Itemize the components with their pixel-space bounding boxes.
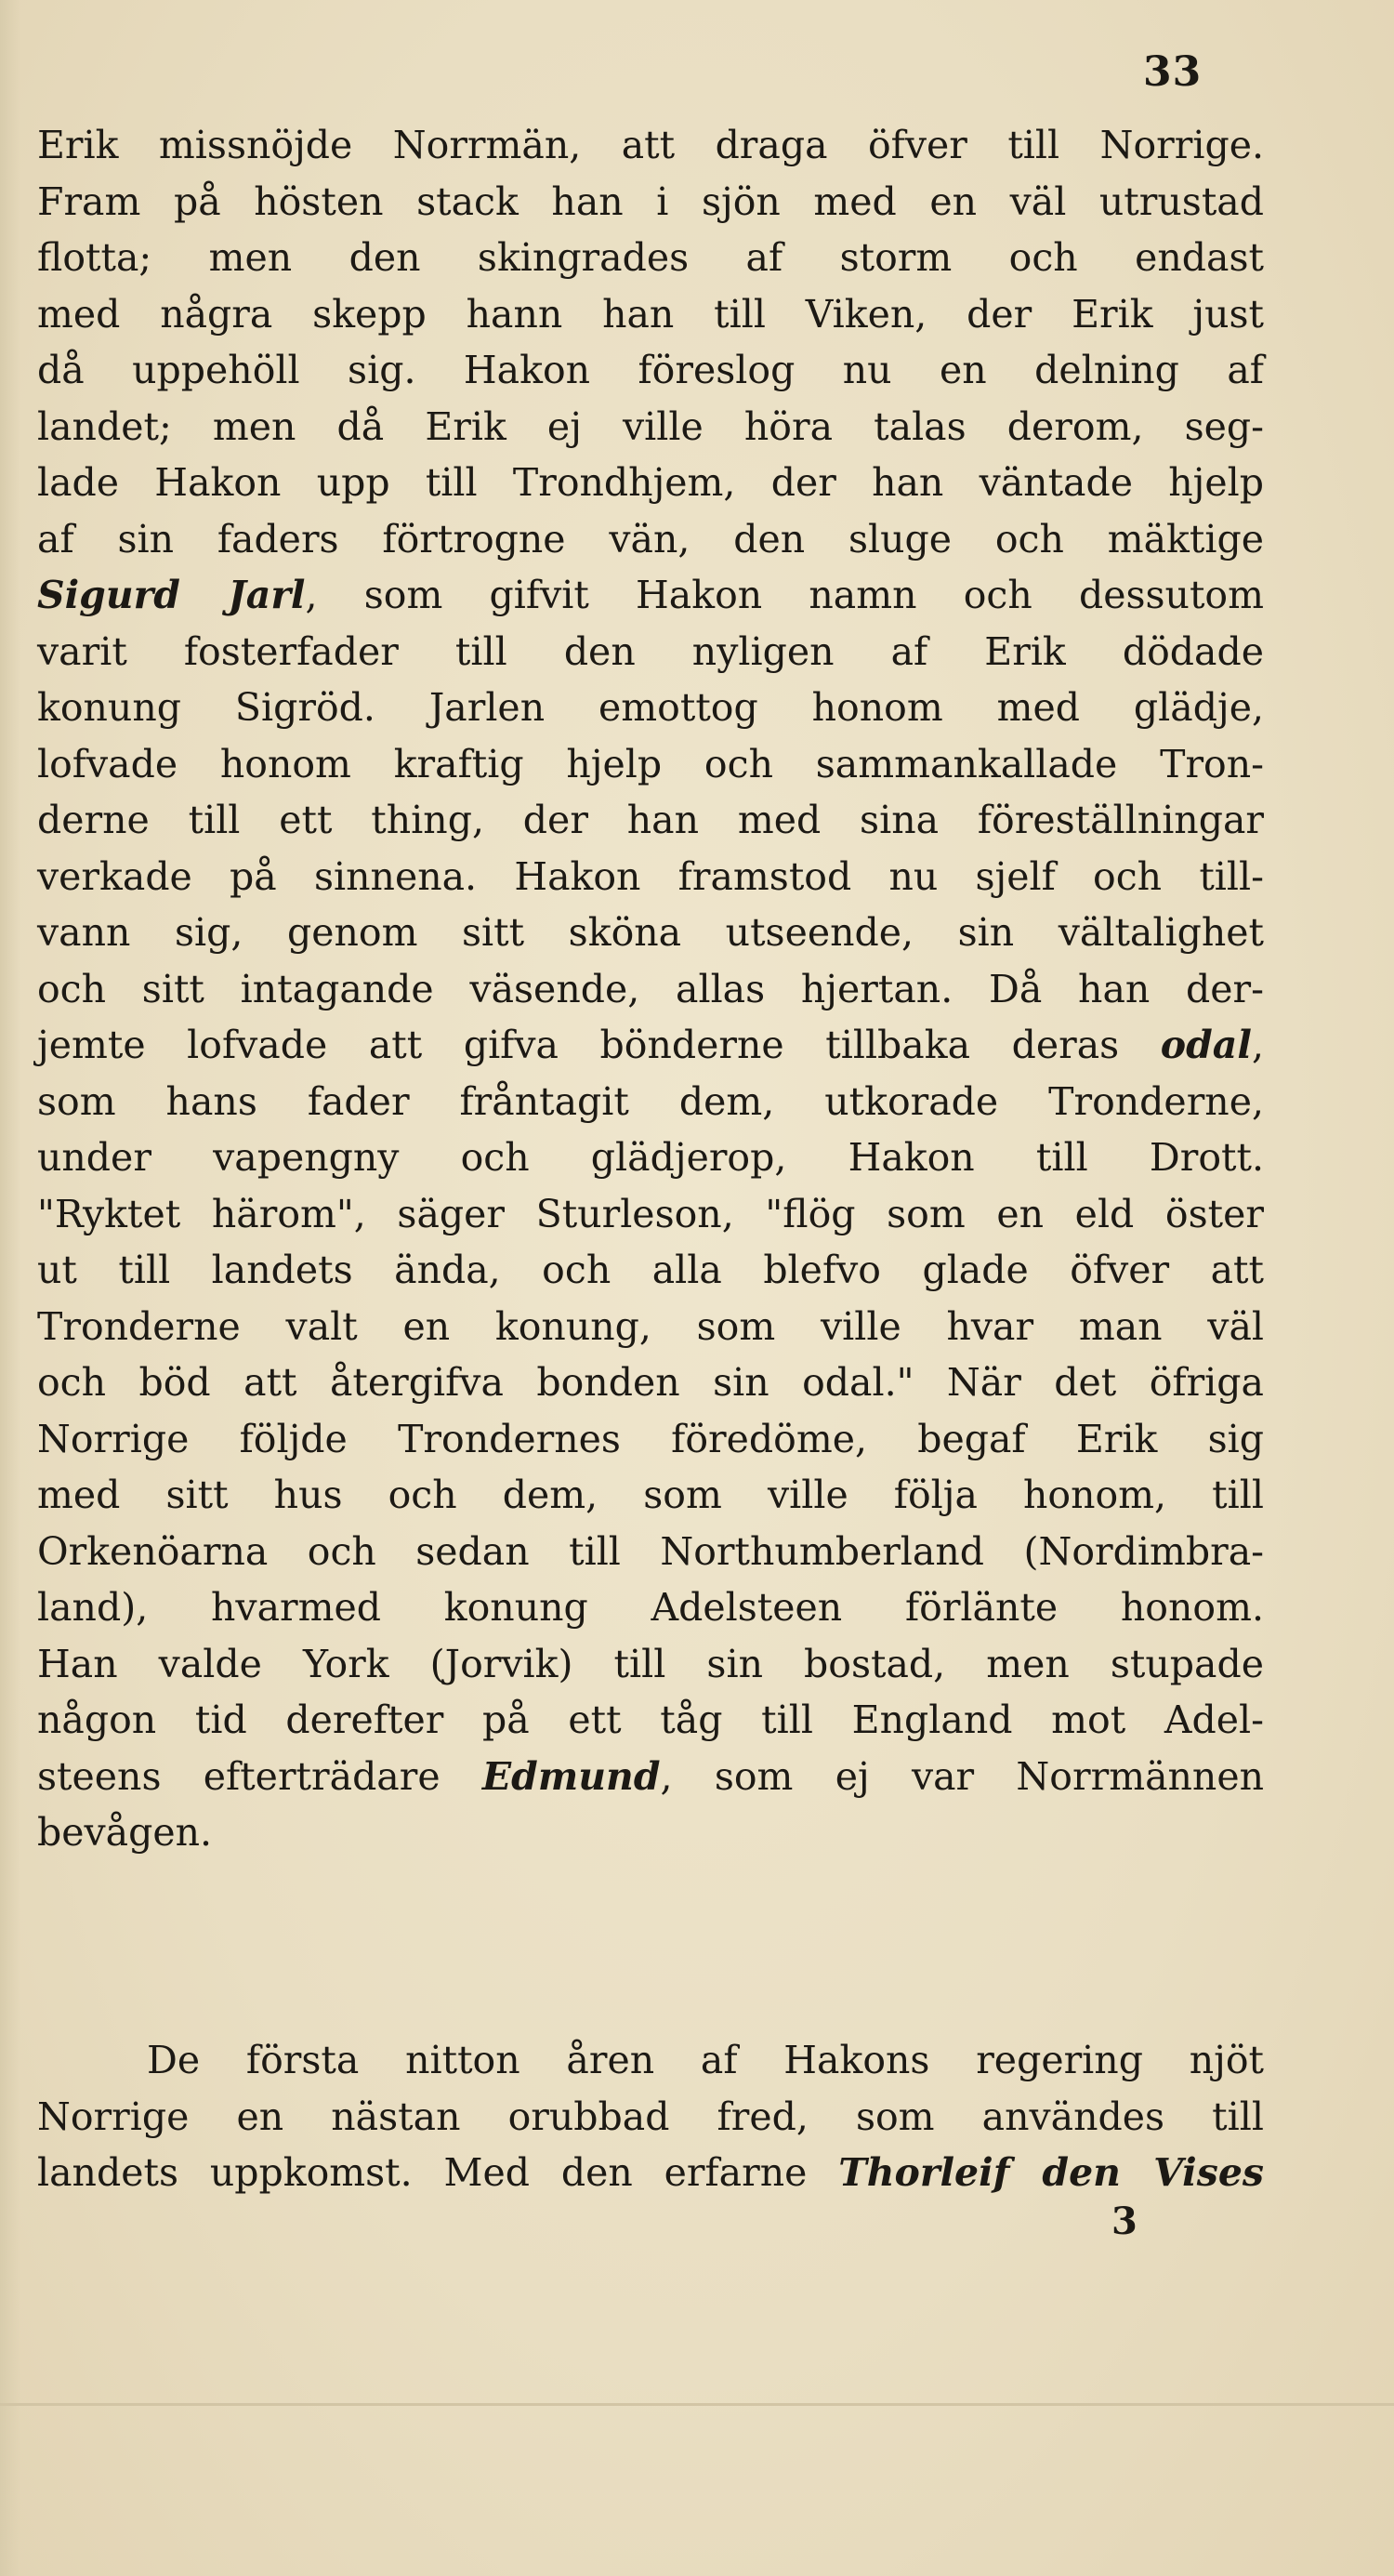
text-line: De första nitton åren af Hakons regering njöt <box>147 2038 1264 2082</box>
text-line <box>37 2145 1264 2201</box>
text-line <box>37 1749 1264 1805</box>
text-line: landet; men då Erik ej ville höra talas derom, seg- <box>37 403 1264 449</box>
signature-mark: 3 <box>1111 2200 1138 2243</box>
text-line: och sitt intagande väsende, allas hjertan. Då han der- <box>37 966 1264 1011</box>
page-number: 33 <box>1143 48 1203 96</box>
text-fragment: , som ej var Norrmännen <box>660 1753 1264 1799</box>
text-line <box>37 1017 1264 1074</box>
text-line: Orkenöarna och sedan till Northumberland (Nordimbra- <box>37 1528 1264 1574</box>
text-line: Erik missnöjde Norrmän, att draga öfver till Norrige. <box>37 123 1264 167</box>
text-line: "Ryktet härom", säger Sturleson, "flög som en eld öster <box>37 1191 1264 1236</box>
paragraph-2 <box>37 2032 1264 2201</box>
text-line: Norrige följde Trondernes föredöme, begaf Erik sig <box>37 1416 1264 1461</box>
text-line: med några skepp hann han till Viken, der Erik just <box>37 291 1264 337</box>
page-edge-shadow <box>0 0 20 2576</box>
text-fragment: steens efterträdare <box>37 1753 482 1799</box>
text-line: som hans fader fråntagit dem, utkorade Tronderne, <box>37 1078 1264 1124</box>
text-line: lofvade honom kraftig hjelp och sammankallade Tron- <box>37 741 1264 786</box>
text-fragment: jemte lofvade att gifva bönderne tillbaka deras <box>37 1023 1161 1067</box>
text-line: verkade på sinnena. Hakon framstod nu sjelf och till- <box>37 853 1264 899</box>
text-fragment: , <box>1251 1023 1264 1067</box>
name-thorleif: Thorleif den Vises <box>838 2150 1264 2195</box>
text-line: och böd att återgifva bonden sin odal." När det öfriga <box>37 1360 1264 1405</box>
name-sigurd-jarl: Sigurd Jarl <box>37 573 306 617</box>
text-line: Tronderne valt en konung, som ville hvar man väl <box>37 1303 1264 1349</box>
text-line: med sitt hus och dem, som ville följa honom, till <box>37 1473 1264 1517</box>
text-line: Fram på hösten stack han i sjön med en väl utrustad <box>37 178 1264 224</box>
text-line: ut till landets ända, och alla blefvo glade öfver att <box>37 1248 1264 1292</box>
text-line: af sin faders förtrogne vän, den sluge och mäktige <box>37 516 1264 561</box>
text-line: derne till ett thing, der han med sina föreställningar <box>37 798 1264 842</box>
text-line: konung Sigröd. Jarlen emottog honom med glädje, <box>37 685 1264 730</box>
text-line: då uppehöll sig. Hakon föreslog nu en delning af <box>37 348 1264 392</box>
text-line: bevågen. <box>37 1810 213 1855</box>
text-line: vann sig, genom sitt sköna utseende, sin vältalighet <box>37 910 1264 955</box>
text-line: någon tid derefter på ett tåg till England mot Adel- <box>37 1698 1264 1742</box>
text-line: under vapengny och glädjerop, Hakon till Drott. <box>37 1135 1264 1180</box>
paragraph-1 <box>37 117 1264 1861</box>
text-fragment: landets uppkomst. Med den erfarne <box>37 2150 839 2195</box>
text-line: flotta; men den skingrades af storm och endast <box>37 235 1264 280</box>
text-line <box>37 567 1264 624</box>
name-edmund: Edmund <box>481 1753 661 1799</box>
text-line: Norrige en nästan orubbad fred, som användes till <box>37 2094 1264 2139</box>
text-fragment: , som gifvit Hakon namn och dessutom <box>305 573 1264 617</box>
text-line: Han valde York (Jorvik) till sin bostad, men stupade <box>37 1641 1264 1686</box>
text-line: land), hvarmed konung Adelsteen förlänte honom. <box>37 1585 1264 1630</box>
text-line: lade Hakon upp till Trondhjem, der han väntade hjelp <box>37 460 1264 505</box>
paper-fold-line <box>0 2403 1394 2406</box>
text-line: varit fosterfader till den nyligen af Erik dödade <box>37 628 1264 674</box>
word-odal: odal <box>1160 1023 1252 1067</box>
